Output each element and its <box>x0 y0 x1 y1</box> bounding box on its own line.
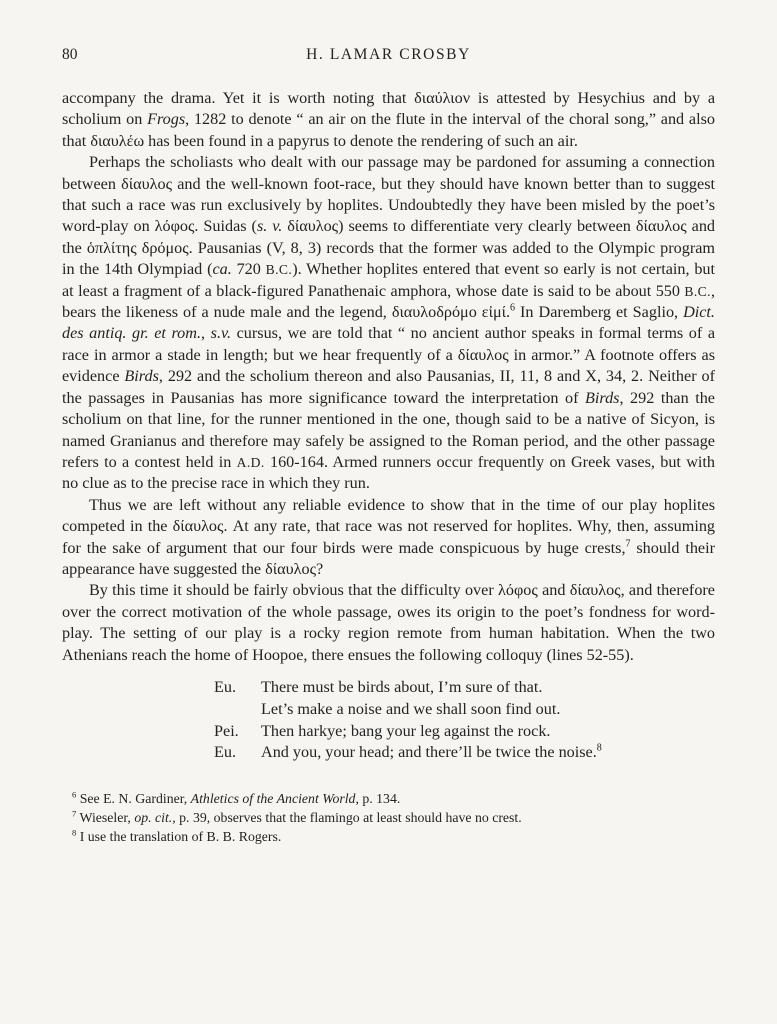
text-segment: Wieseler, <box>76 809 135 825</box>
text-segment: Thus we are left without any reliable evidence to show that in the time of our play hoplites competed in the <box>62 495 715 536</box>
text-segment: , 292 than the scholium on that line, for the runner mentioned in the one, though said to be a native of Sicyon, is named Granianus and therefore may safely be assigned to the Roman period, and the other passage refers to a contest held in <box>62 388 715 471</box>
page-number: 80 <box>62 46 78 63</box>
greek-text: λόφος <box>154 217 195 236</box>
footnotes <box>62 790 715 846</box>
smallcaps-text: A.D. <box>236 454 265 470</box>
italic-text: ca. <box>212 260 232 279</box>
italic-text: Birds <box>584 388 620 407</box>
text-segment: , and therefore over the correct motivation of the whole passage, owes its origin to the poet’s fondness for word-play. The setting of our play is a rocky region remote from human habitation. When the two Athenians reach the home of Hoopoe, there ensues the following colloquy (lines 52-55). <box>62 581 715 664</box>
text-segment: , <box>201 324 211 343</box>
text-segment: There must be birds about, I’m sure of that. <box>261 677 543 696</box>
text-segment: . At any rate, that race was not reserved for hoplites. Why, then, assuming for the sake of argument that our four birds were made conspicuous by huge crests, <box>62 517 716 557</box>
footnote <box>62 790 715 809</box>
text-segment: , bears the likeness of a nude male and the legend, <box>62 281 715 322</box>
speaker-label <box>214 699 261 721</box>
text-segment: By this time it should be fairly obvious that the difficulty over <box>89 581 498 600</box>
text-segment: is attested by Hesychius and by a scholium on <box>62 89 716 129</box>
text-segment: ? <box>316 559 324 578</box>
footnote-ref: 8 <box>596 742 602 754</box>
speaker-label: Eu. <box>214 677 237 696</box>
text-segment: ) seems to differentiate very clearly between <box>338 217 636 236</box>
greek-text: δίαυλος <box>635 217 687 236</box>
dialogue-text <box>261 677 542 699</box>
paragraph <box>62 88 715 152</box>
italic-text: s. v. <box>256 217 283 236</box>
text-segment: , p. 39, observes that the flamingo at least should have no crest. <box>172 809 522 825</box>
greek-text: δίαυλος <box>265 559 316 578</box>
italic-text: Frogs <box>147 110 186 129</box>
dialogue-line <box>214 742 715 764</box>
text-segment: See E. N. Gardiner, <box>76 791 191 807</box>
text-segment: , p. 134. <box>355 791 401 807</box>
text-segment: . Pausanias (V, 8, 3) records that the former was added to the Olympic program in the 14th Olympiad ( <box>62 238 715 279</box>
speaker-label: Eu. <box>214 743 237 762</box>
article-body <box>62 88 715 666</box>
italic-text: Dict. des antiq. gr. et rom. <box>62 303 715 343</box>
speaker-label: Pei. <box>214 721 239 740</box>
dialogue-text <box>261 699 560 721</box>
greek-text: δίαυλος <box>457 345 509 364</box>
text-segment: 720 <box>231 260 266 279</box>
text-segment: cursus, we are told that “ no ancient author speaks in formal terms of a race in armor a stade in length; but we hear frequently of a <box>62 324 716 364</box>
text-segment: . Suidas ( <box>194 217 257 236</box>
greek-text: δίαυλος <box>569 581 621 600</box>
page-header <box>62 46 715 68</box>
paragraph <box>62 580 715 666</box>
text-segment: And you, your head; and there’ll be twice the noise. <box>261 743 597 762</box>
italic-text: s.v. <box>210 324 232 343</box>
greek-text: λόφος <box>498 581 538 600</box>
text-segment: and the well-known foot-race, but they should have known better than to suggest that such a race was run exclusively by hoplites. Undoubtedly they have been misled by the poet’s word-play on <box>62 174 715 236</box>
footnote-number: 6 <box>72 789 77 800</box>
greek-text: διαυλέω <box>90 131 145 150</box>
greek-text: δίαυλος <box>287 217 339 236</box>
italic-text: Athletics of the Ancient World <box>190 791 356 807</box>
italic-text: op. cit. <box>134 809 173 825</box>
text-segment: accompany the drama. Yet it is worth noting that <box>62 89 415 107</box>
text-segment: , 292 and the scholium thereon and also Pausanias, II, 11, 8 and X, 34, 2. Neither of the passages in Pausanias has more significance toward the interpretation of <box>62 367 715 407</box>
text-segment: has been found in a papyrus to denote the rendering of such an air. <box>144 131 578 150</box>
text-segment: I use the translation of B. B. Rogers. <box>76 828 282 844</box>
footnote-number: 8 <box>72 827 77 838</box>
text-segment: should their appearance have suggested the <box>62 538 715 578</box>
dialogue-line <box>214 699 715 721</box>
footnote <box>62 828 715 847</box>
text-segment: Then harkye; bang your leg against the rock. <box>261 721 551 740</box>
dialogue-text <box>261 742 602 764</box>
footnote-number: 7 <box>72 808 77 819</box>
dialogue-line <box>214 677 715 699</box>
text-segment: and <box>537 581 570 600</box>
text-segment: Let’s make a noise and we shall soon find out. <box>261 699 561 718</box>
footnote-ref: 6 <box>510 302 516 314</box>
greek-text: διαύλιον <box>414 89 471 107</box>
italic-text: Birds <box>124 367 159 386</box>
smallcaps-text: B.C. <box>684 283 711 299</box>
greek-text: δίαυλος <box>172 517 224 536</box>
text-segment: 160-164. Armed runners occur frequently on Greek vases, but with no clue as to the precise race in which they run. <box>62 452 715 493</box>
text-segment: Perhaps the scholiasts who dealt with our passage may be pardoned for assuming a connection between <box>62 153 715 193</box>
text-segment: , 1282 to denote “ an air on the flute in the interval of the choral song,” and also that <box>62 110 715 150</box>
paragraph <box>62 495 715 581</box>
text-segment: ). Whether hoplites entered that event so early is not certain, but at least a fragment of a black-figured Panathenaic amphora, whose date is said to be about 550 <box>62 260 716 300</box>
dialogue-line <box>214 721 715 743</box>
greek-text: διαυλοδρόμο εἰμί. <box>391 303 511 322</box>
running-head: H. LAMAR CROSBY <box>306 46 471 63</box>
text-segment: In Daremberg et Saglio, <box>515 303 684 322</box>
text-segment: in armor.” A footnote offers as evidence <box>62 345 715 386</box>
paragraph <box>62 152 715 495</box>
smallcaps-text: B.C. <box>265 262 293 278</box>
greek-text: δίαυλος <box>121 174 172 193</box>
footnote-ref: 7 <box>625 538 631 550</box>
dialogue-text <box>261 721 550 743</box>
greek-text: ὁπλίτης δρόμος <box>86 238 189 257</box>
text-segment: and the <box>62 217 716 257</box>
dialogue-quote <box>214 677 715 764</box>
footnote <box>62 809 715 828</box>
